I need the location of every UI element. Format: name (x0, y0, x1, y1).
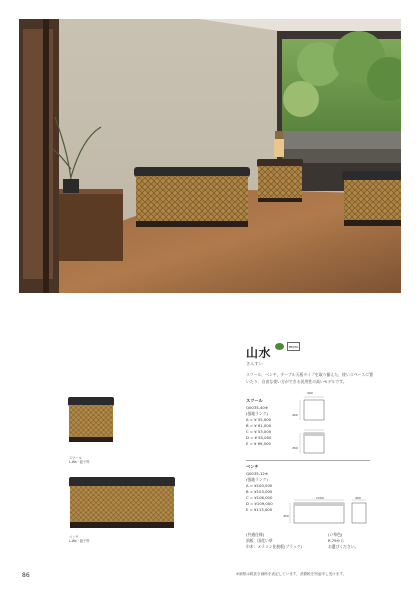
stool-dim-width: 400 (307, 391, 313, 395)
bench-price-c: C = ¥106,000 (246, 495, 273, 501)
stool-title: スツール (246, 398, 263, 403)
price-footnote: ※価格は税抜き価格を表記しています。消費税を別途申し受けます。 (236, 572, 347, 576)
divider (246, 460, 370, 461)
product-description: スツール、ベンチ、テーブル天板タイプを取り揃えた、使いスペースに置いたり、自由な使い方ができる汎用性の高いモデルです。 (246, 372, 373, 385)
bench-price-a: A = ¥100,000 (246, 483, 273, 489)
stool-caption-line1: スツール (69, 456, 82, 460)
stool-rank-label: (張地ランク) (246, 411, 268, 417)
bench-product-image (66, 475, 178, 531)
common-spec-head: (共通仕様) (246, 532, 265, 537)
stool-code: Q0035-40※ (246, 405, 269, 410)
bench-caption-line2: L-Wa・絵子杯 (69, 539, 90, 544)
product-name: 山水 (246, 346, 272, 360)
color-note-head: (い草色) (328, 532, 343, 537)
stool-price-b: B = ¥ 61,000 (246, 423, 272, 429)
common-spec (246, 532, 302, 550)
common-spec-2: 巾木：メラミン化粧板(ブラック) (246, 544, 303, 550)
bench-caption-line1: ベンチ (69, 535, 79, 539)
brand-logo-text: PRIMO (288, 344, 299, 349)
color-note-2: お選びください。 (328, 544, 359, 550)
bench-price-e: E = ¥113,000 (246, 507, 273, 513)
stool-price-d: D = ¥ 55,000 (246, 435, 272, 441)
brand-logo (287, 342, 300, 351)
stool-price-e: E = ¥ 69,500 (246, 441, 271, 447)
bench-dim-width: 1200 (316, 496, 324, 500)
room-scene-illustration (19, 19, 401, 293)
product-kana: さんすい (246, 361, 263, 366)
bench-price-d: D = ¥109,000 (246, 501, 273, 507)
stool-price-a: A = ¥ 55,000 (246, 417, 272, 423)
bench-title: ベンチ (246, 464, 259, 469)
bench-dimension-drawing (286, 495, 372, 535)
page-number: 86 (22, 572, 30, 579)
stool-dimension-drawing (292, 394, 332, 458)
stool-caption-line2: L-Wa・絵子杯 (69, 460, 90, 465)
bench-dim-depth: 400 (355, 496, 361, 500)
bench-rank-label: (張地ランク) (246, 477, 268, 483)
stool-price-c: C = ¥ 53,000 (246, 429, 272, 435)
bench-spec (246, 464, 273, 513)
color-note-1: R.79から (328, 538, 345, 544)
common-spec-1: 前板：国産い草 (246, 538, 273, 544)
hero-photo (19, 19, 401, 293)
bench-dim-height: 450 (283, 514, 289, 518)
eco-badge-icon (275, 343, 284, 350)
bench-code: Q0035-12※ (246, 471, 269, 476)
stool-dim-depth: 400 (292, 413, 298, 417)
bench-price-b: B = ¥103,000 (246, 489, 273, 495)
stool-dim-height: 450 (292, 446, 298, 450)
color-note (328, 532, 358, 550)
stool-product-image (66, 395, 116, 445)
stool-spec (246, 398, 271, 447)
